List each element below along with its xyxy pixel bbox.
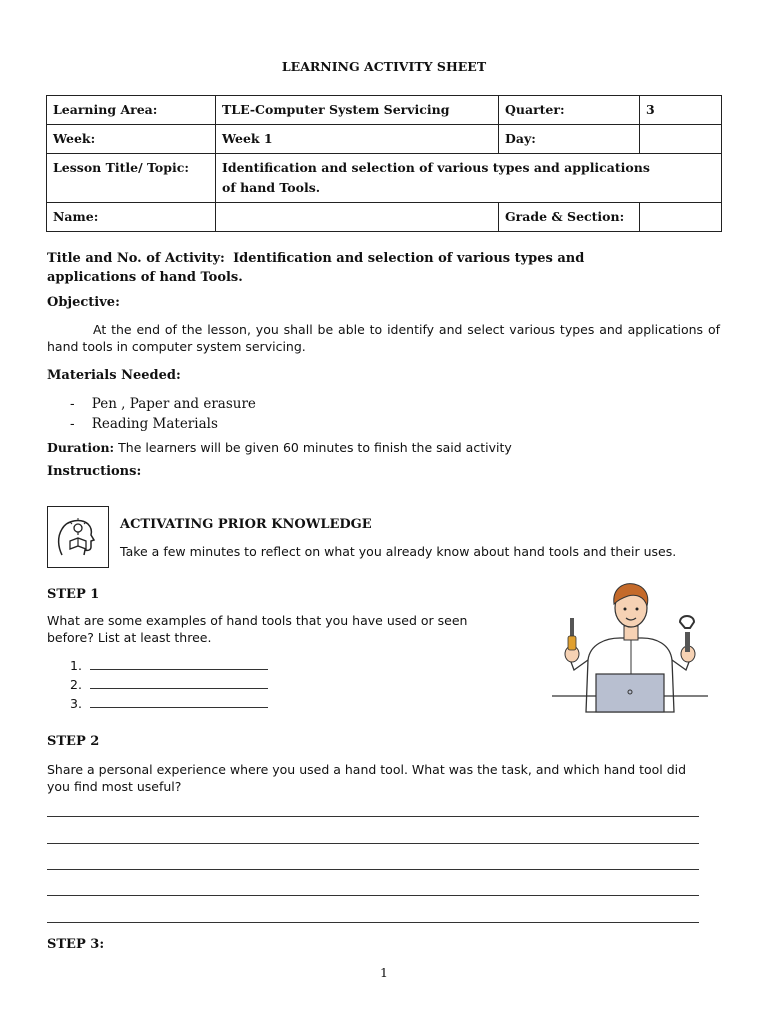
lesson-label: Lesson Title/ Topic: <box>47 154 216 203</box>
name-label: Name: <box>47 203 216 232</box>
duration-label: Duration: <box>47 440 115 455</box>
name-value[interactable] <box>216 203 499 232</box>
learning-area-label: Learning Area: <box>47 96 216 125</box>
learning-area-value: TLE-Computer System Servicing <box>216 96 499 125</box>
list-item[interactable]: 3. <box>70 693 268 712</box>
page-number: 1 <box>380 965 388 980</box>
step1-text: What are some examples of hand tools that you have used or seen before? List at least three. <box>47 613 468 645</box>
material-item: - Reading Materials <box>70 416 218 432</box>
activity-title-value-line1: Identification and selection of various types and <box>233 251 585 266</box>
quarter-label: Quarter: <box>499 96 640 125</box>
step3-label: STEP 3: <box>47 937 105 952</box>
lesson-value: Identification and selection of various types and applications of hand Tools. <box>216 154 722 203</box>
activity-title-value-line2: applications of hand Tools. <box>47 270 243 285</box>
list-item[interactable]: 1. <box>70 655 268 674</box>
answer-line[interactable] <box>47 843 699 844</box>
activity-title <box>47 249 687 287</box>
objective-text: At the end of the lesson, you shall be able to identify and select various types and applications of hand tools in computer system servicing. <box>47 322 720 354</box>
instructions-label: Instructions: <box>47 464 142 479</box>
head-book-icon <box>47 506 109 568</box>
day-label: Day: <box>499 125 640 154</box>
info-table <box>46 95 722 232</box>
answer-line[interactable] <box>47 922 699 923</box>
grade-label: Grade & Section: <box>499 203 640 232</box>
week-value: Week 1 <box>216 125 499 154</box>
objective-label: Objective: <box>47 295 120 310</box>
quarter-value: 3 <box>640 96 722 125</box>
prior-knowledge-text: Take a few minutes to reflect on what you already know about hand tools and their uses. <box>120 544 677 559</box>
activity-title-label: Title and No. of Activity: <box>47 251 225 266</box>
day-value[interactable] <box>640 125 722 154</box>
duration-text: The learners will be given 60 minutes to finish the said activity <box>118 440 512 455</box>
answer-line[interactable] <box>47 816 699 817</box>
answer-line[interactable] <box>47 895 699 896</box>
material-item: - Pen , Paper and erasure <box>70 396 256 412</box>
grade-value[interactable] <box>640 203 722 232</box>
week-label: Week: <box>47 125 216 154</box>
step1-label: STEP 1 <box>47 587 100 602</box>
page-title: LEARNING ACTIVITY SHEET <box>281 59 487 74</box>
step2-label: STEP 2 <box>47 734 100 749</box>
duration <box>47 440 512 455</box>
list-item[interactable]: 2. <box>70 674 268 693</box>
technician-illustration <box>548 578 713 716</box>
prior-knowledge-heading: ACTIVATING PRIOR KNOWLEDGE <box>120 517 372 532</box>
step2-text: Share a personal experience where you used a hand tool. What was the task, and which hand tool did you find most useful? <box>47 762 687 794</box>
materials-list <box>70 394 256 434</box>
step1-answer-list <box>70 655 268 712</box>
answer-line[interactable] <box>47 869 699 870</box>
materials-label: Materials Needed: <box>47 368 181 383</box>
